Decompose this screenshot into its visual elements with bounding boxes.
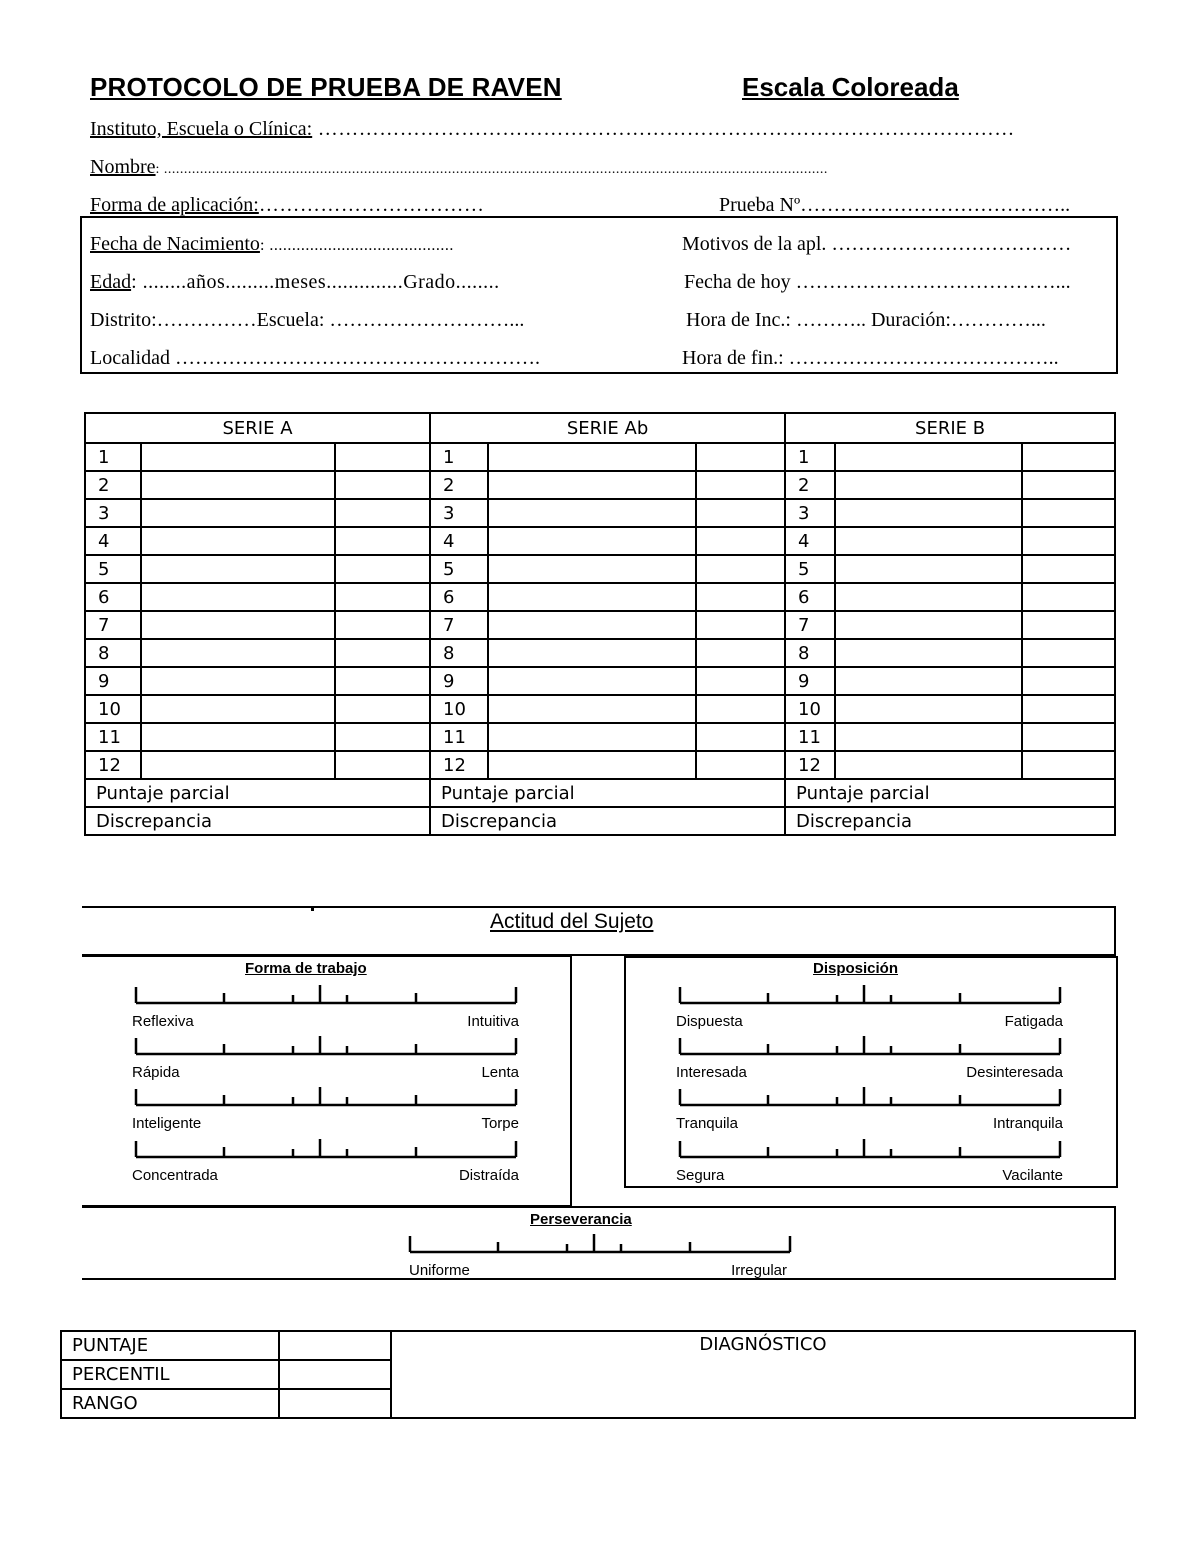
series-ab-score-cell[interactable]: [696, 695, 785, 723]
series-a-item-number: 10: [85, 695, 141, 723]
series-b-item-number: 1: [785, 443, 835, 471]
work-2-left-label: Inteligente: [132, 1115, 202, 1132]
series-a-score-cell[interactable]: [335, 443, 430, 471]
disposition-3-right-label: Vacilante: [1002, 1167, 1063, 1184]
work-2-scale[interactable]: [135, 1085, 519, 1107]
work-0-left-label: Reflexiva: [132, 1013, 194, 1030]
series-ab-answer-cell[interactable]: [488, 527, 696, 555]
series-a-item-number: 2: [85, 471, 141, 499]
test-number-field[interactable]: Prueba Nº…………………………………..: [719, 194, 1071, 216]
series-a-item-number: 7: [85, 611, 141, 639]
perseverance-scale[interactable]: [409, 1232, 793, 1254]
series-b-header: SERIE B: [785, 413, 1115, 443]
work-0-right-label: Intuitiva: [467, 1013, 519, 1030]
disposition-2-scale[interactable]: [679, 1085, 1063, 1107]
start-time-field[interactable]: Hora de Inc.: ……….. Duración:…………...: [686, 309, 1046, 331]
institute-field[interactable]: [90, 116, 1015, 142]
work-1-right-label: Lenta: [481, 1064, 519, 1081]
series-b-answer-cell[interactable]: [835, 667, 1022, 695]
series-b-item-number: 12: [785, 751, 835, 779]
series-b-answer-cell[interactable]: [835, 639, 1022, 667]
series-b-item-number: 10: [785, 695, 835, 723]
age-field[interactable]: [90, 269, 500, 295]
partial-score-row: [85, 779, 1115, 807]
series-ab-item-number: 7: [430, 611, 488, 639]
series-a-score-cell[interactable]: [335, 471, 430, 499]
series-ab-answer-cell[interactable]: [488, 611, 696, 639]
series-a-item-number: 4: [85, 527, 141, 555]
age-label: Edad: [90, 271, 132, 293]
series-ab-item-number: 2: [430, 471, 488, 499]
series-a-item-number: 6: [85, 583, 141, 611]
series-ab-answer-cell[interactable]: [488, 667, 696, 695]
series-ab-item-number: 11: [430, 723, 488, 751]
series-ab-answer-cell[interactable]: [488, 751, 696, 779]
series-a-item-number: 5: [85, 555, 141, 583]
score-label: PUNTAJE: [61, 1331, 279, 1360]
series-b-score-cell[interactable]: [1022, 695, 1115, 723]
disposition-3-scale[interactable]: [679, 1137, 1063, 1159]
disposition-0-left-label: Dispuesta: [676, 1013, 743, 1030]
series-b-score-cell[interactable]: [1022, 443, 1115, 471]
attitude-title: Actitud del Sujeto: [490, 910, 654, 933]
series-b-item-number: 8: [785, 639, 835, 667]
diagnosis-label: DIAGNÓSTICO: [699, 1334, 827, 1355]
series-b-partial-score-cell[interactable]: Puntaje parcial: [785, 779, 1115, 807]
series-b-answer-cell[interactable]: [835, 499, 1022, 527]
series-a-answer-cell[interactable]: [141, 723, 335, 751]
series-a-discrepancy-cell[interactable]: Discrepancia: [85, 807, 430, 835]
series-b-answer-cell[interactable]: [835, 583, 1022, 611]
series-a-score-cell[interactable]: [335, 695, 430, 723]
series-ab-answer-cell[interactable]: [488, 471, 696, 499]
series-a-answer-cell[interactable]: [141, 583, 335, 611]
series-b-answer-cell[interactable]: [835, 611, 1022, 639]
work-0-scale[interactable]: [135, 983, 519, 1005]
diagnosis-cell[interactable]: [391, 1331, 1135, 1418]
series-ab-score-cell[interactable]: [696, 667, 785, 695]
series-a-answer-cell[interactable]: [141, 751, 335, 779]
series-b-item-number: 9: [785, 667, 835, 695]
series-ab-answer-cell[interactable]: [488, 443, 696, 471]
application-form-field[interactable]: [90, 192, 484, 218]
series-b-answer-cell[interactable]: [835, 723, 1022, 751]
series-b-item-number: 4: [785, 527, 835, 555]
series-ab-partial-score-cell[interactable]: Puntaje parcial: [430, 779, 785, 807]
series-row: [85, 695, 1115, 723]
series-a-answer-cell[interactable]: [141, 695, 335, 723]
series-a-score-cell[interactable]: [335, 639, 430, 667]
work-1-scale[interactable]: [135, 1034, 519, 1056]
series-b-score-cell[interactable]: [1022, 499, 1115, 527]
series-b-score-cell[interactable]: [1022, 527, 1115, 555]
disposition-1-scale[interactable]: [679, 1034, 1063, 1056]
series-row: [85, 555, 1115, 583]
series-a-item-number: 9: [85, 667, 141, 695]
series-ab-score-cell[interactable]: [696, 723, 785, 751]
name-dots: : ......................................................................................................................................................................: [155, 162, 828, 177]
series-a-item-number: 1: [85, 443, 141, 471]
series-b-answer-cell[interactable]: [835, 443, 1022, 471]
series-a-score-cell[interactable]: [335, 751, 430, 779]
application-form-label: Forma de aplicación:: [90, 194, 259, 216]
series-b-answer-cell[interactable]: [835, 555, 1022, 583]
series-ab-answer-cell[interactable]: [488, 583, 696, 611]
series-ab-header: SERIE Ab: [430, 413, 785, 443]
series-a-score-cell[interactable]: [335, 583, 430, 611]
disposition-title: Disposición: [813, 960, 899, 977]
series-ab-score-cell[interactable]: [696, 527, 785, 555]
series-row: [85, 723, 1115, 751]
institute-dots: …………………………………………………………………………………………: [312, 118, 1015, 140]
disposition-2-right-label: Intranquila: [992, 1115, 1063, 1132]
series-b-item-number: 5: [785, 555, 835, 583]
series-b-item-number: 3: [785, 499, 835, 527]
series-ab-score-cell[interactable]: [696, 555, 785, 583]
series-ab-answer-cell[interactable]: [488, 499, 696, 527]
disposition-1-left-label: Interesada: [676, 1064, 747, 1081]
series-row: [85, 527, 1115, 555]
series-b-answer-cell[interactable]: [835, 527, 1022, 555]
series-row: [85, 443, 1115, 471]
birth-date-dots: : .........................................: [259, 237, 454, 254]
series-table: [84, 412, 1116, 836]
series-b-answer-cell[interactable]: [835, 751, 1022, 779]
perseverance-right-label: Irregular: [731, 1262, 787, 1279]
series-a-answer-cell[interactable]: [141, 443, 335, 471]
series-b-score-cell[interactable]: [1022, 611, 1115, 639]
series-row: [85, 611, 1115, 639]
work-1-left-label: Rápida: [132, 1064, 180, 1081]
series-a-answer-cell[interactable]: [141, 471, 335, 499]
series-a-answer-cell[interactable]: [141, 499, 335, 527]
birth-date-field[interactable]: [90, 231, 454, 257]
disposition-1-right-label: Desinteresada: [966, 1064, 1063, 1081]
percentile-label: PERCENTIL: [61, 1360, 279, 1389]
range-label: RANGO: [61, 1389, 279, 1418]
series-ab-item-number: 4: [430, 527, 488, 555]
perseverance-left-label: Uniforme: [409, 1262, 470, 1279]
age-dots: : ........años.........meses..............Grado........: [131, 271, 500, 293]
series-row: [85, 499, 1115, 527]
work-2-right-label: Torpe: [481, 1115, 519, 1132]
perseverance-title: Perseverancia: [530, 1211, 632, 1228]
series-a-answer-cell[interactable]: [141, 555, 335, 583]
series-b-score-cell[interactable]: [1022, 751, 1115, 779]
series-a-item-number: 11: [85, 723, 141, 751]
series-b-item-number: 11: [785, 723, 835, 751]
series-ab-answer-cell[interactable]: [488, 555, 696, 583]
series-b-score-cell[interactable]: [1022, 723, 1115, 751]
series-b-answer-cell[interactable]: [835, 695, 1022, 723]
today-date-field[interactable]: Fecha de hoy …………………………………...: [684, 271, 1071, 293]
series-ab-answer-cell[interactable]: [488, 723, 696, 751]
series-ab-answer-cell[interactable]: [488, 639, 696, 667]
series-a-item-number: 12: [85, 751, 141, 779]
series-a-score-cell[interactable]: [335, 555, 430, 583]
series-a-score-cell[interactable]: [335, 723, 430, 751]
series-ab-item-number: 3: [430, 499, 488, 527]
series-b-item-number: 7: [785, 611, 835, 639]
series-ab-score-cell[interactable]: [696, 583, 785, 611]
application-form-dots: ……………………………: [258, 194, 485, 216]
series-a-answer-cell[interactable]: [141, 639, 335, 667]
series-a-score-cell[interactable]: [335, 527, 430, 555]
locality-field[interactable]: Localidad ……………………………………………….: [90, 347, 540, 369]
series-a-answer-cell[interactable]: [141, 527, 335, 555]
work-3-left-label: Concentrada: [132, 1167, 218, 1184]
series-ab-score-cell[interactable]: [696, 611, 785, 639]
institute-label: Instituto, Escuela o Clínica:: [90, 118, 313, 140]
series-b-score-cell[interactable]: [1022, 555, 1115, 583]
series-a-header: SERIE A: [85, 413, 430, 443]
birth-date-label: Fecha de Nacimiento: [90, 233, 260, 255]
series-b-score-cell[interactable]: [1022, 583, 1115, 611]
series-row: [85, 583, 1115, 611]
series-a-item-number: 3: [85, 499, 141, 527]
results-table: [60, 1330, 1136, 1419]
score-value-cell[interactable]: [279, 1331, 391, 1360]
series-a-answer-cell[interactable]: [141, 611, 335, 639]
name-field[interactable]: [90, 154, 828, 180]
series-a-answer-cell[interactable]: [141, 667, 335, 695]
series-a-partial-score-cell[interactable]: Puntaje parcial: [85, 779, 430, 807]
series-a-item-number: 8: [85, 639, 141, 667]
series-ab-item-number: 10: [430, 695, 488, 723]
series-ab-item-number: 12: [430, 751, 488, 779]
series-b-discrepancy-cell[interactable]: Discrepancia: [785, 807, 1115, 835]
series-row: [85, 667, 1115, 695]
series-ab-score-cell[interactable]: [696, 751, 785, 779]
range-value-cell[interactable]: [279, 1389, 391, 1418]
discrepancy-row: [85, 807, 1115, 835]
series-b-item-number: 2: [785, 471, 835, 499]
name-label: Nombre: [90, 156, 156, 178]
disposition-3-left-label: Segura: [676, 1167, 725, 1184]
series-ab-item-number: 5: [430, 555, 488, 583]
series-ab-answer-cell[interactable]: [488, 695, 696, 723]
end-time-field[interactable]: Hora de fin.: …………………………………..: [682, 347, 1059, 369]
series-ab-score-cell[interactable]: [696, 471, 785, 499]
form-subtitle: Escala Coloreada: [742, 72, 959, 102]
district-field[interactable]: Distrito:……………Escuela: ………………………...: [90, 309, 525, 331]
series-ab-item-number: 1: [430, 443, 488, 471]
disposition-0-right-label: Fatigada: [1004, 1013, 1063, 1030]
disposition-2-left-label: Tranquila: [676, 1115, 738, 1132]
work-title: Forma de trabajo: [245, 960, 367, 977]
series-row: [85, 639, 1115, 667]
series-ab-score-cell[interactable]: [696, 443, 785, 471]
series-a-score-cell[interactable]: [335, 499, 430, 527]
series-b-score-cell[interactable]: [1022, 639, 1115, 667]
work-3-right-label: Distraída: [458, 1167, 519, 1184]
series-ab-score-cell[interactable]: [696, 499, 785, 527]
series-b-answer-cell[interactable]: [835, 471, 1022, 499]
series-row: [85, 471, 1115, 499]
stray-mark: [311, 906, 314, 911]
work-3-scale[interactable]: [135, 1137, 519, 1159]
form-title: PROTOCOLO DE PRUEBA DE RAVEN: [90, 72, 562, 102]
series-ab-item-number: 9: [430, 667, 488, 695]
reasons-field[interactable]: Motivos de la apl. ………………………………: [682, 233, 1072, 255]
series-a-score-cell[interactable]: [335, 611, 430, 639]
percentile-value-cell[interactable]: [279, 1360, 391, 1389]
series-ab-item-number: 8: [430, 639, 488, 667]
series-ab-discrepancy-cell[interactable]: Discrepancia: [430, 807, 785, 835]
series-row: [85, 751, 1115, 779]
series-b-item-number: 6: [785, 583, 835, 611]
series-b-score-cell[interactable]: [1022, 667, 1115, 695]
series-ab-item-number: 6: [430, 583, 488, 611]
series-b-score-cell[interactable]: [1022, 471, 1115, 499]
disposition-0-scale[interactable]: [679, 983, 1063, 1005]
series-ab-score-cell[interactable]: [696, 639, 785, 667]
series-a-score-cell[interactable]: [335, 667, 430, 695]
